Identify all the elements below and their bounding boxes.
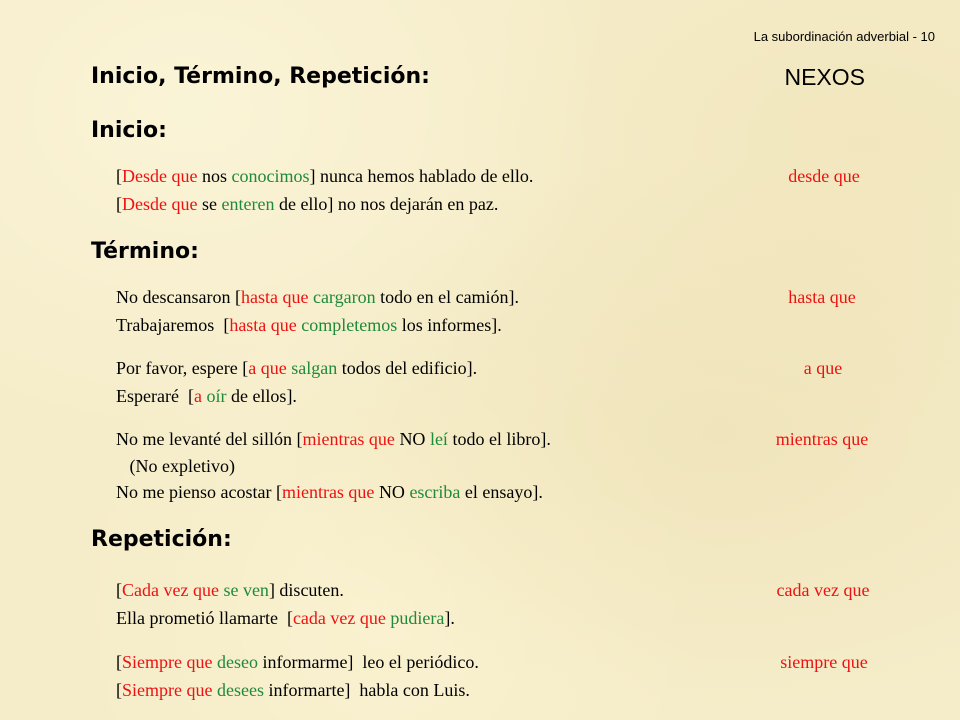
sentence-segment: cargaron <box>312 287 376 307</box>
sentence-segment: [ <box>116 680 122 700</box>
sentence-segment: [ <box>116 652 122 672</box>
slide-number: La subordinación adverbial - 10 <box>753 29 935 44</box>
sentence-segment: Por favor, espere [ <box>116 358 249 378</box>
sentence-segment: ]. <box>444 608 455 628</box>
example-sentence <box>116 680 470 704</box>
example-sentence <box>116 652 479 676</box>
sentence-segment: ] discuten. <box>268 580 344 600</box>
sentence-segment: Desde <box>122 166 167 186</box>
sentence-segment: los informes]. <box>397 315 502 335</box>
sentence-segment: completemos <box>301 315 398 335</box>
sentence-segment: pudiera <box>390 608 445 628</box>
sentence-segment: No me levanté del sillón [ <box>116 429 303 449</box>
sentence-segment: a <box>193 386 202 406</box>
page-title: Inicio, Término, Repetición: <box>91 64 430 89</box>
sentence-segment: Trabajaremos [ <box>116 315 230 335</box>
title-row <box>91 64 865 98</box>
sentence-segment: desees <box>216 680 264 700</box>
sentence-segment: (No expletivo) <box>116 456 235 476</box>
sentence-segment: que <box>171 194 198 214</box>
nexo-label: cada vez que <box>776 580 870 600</box>
sentence-segment: No descansaron [ <box>116 287 241 307</box>
sentence-segment: nos <box>197 166 232 186</box>
sentence-segment: NO <box>394 429 430 449</box>
sentence-segment: conocimos <box>231 166 310 186</box>
sentence-segment: No me pienso acostar [ <box>116 482 282 502</box>
example-sentence <box>116 429 551 453</box>
nexos-column-header: NEXOS <box>784 64 865 90</box>
sentence-segment: hasta que <box>229 315 297 335</box>
sentence-segment: se ven <box>223 580 269 600</box>
example-sentence <box>116 456 235 480</box>
example-sentence <box>116 358 477 382</box>
sentence-segment: Siempre que <box>122 680 213 700</box>
heading-termino: Término: <box>91 239 199 264</box>
example-sentence <box>116 315 502 339</box>
sentence-segment: enteren <box>221 194 275 214</box>
sentence-segment: leí <box>429 429 448 449</box>
sentence-segment: escriba <box>409 482 461 502</box>
sentence-segment: informarme] leo el periódico. <box>257 652 479 672</box>
nexo-label: hasta que <box>788 287 856 307</box>
nexo-label: a que <box>803 358 843 378</box>
example-sentence <box>116 386 297 410</box>
example-sentence <box>116 287 519 311</box>
nexo-label: desde que <box>788 166 860 186</box>
example-sentence <box>116 166 533 190</box>
sentence-segment: salgan <box>291 358 338 378</box>
sentence-segment: que <box>171 166 198 186</box>
sentence-segment: Esperaré [ <box>116 386 194 406</box>
sentence-segment: ] nunca hemos hablado de ello. <box>309 166 534 186</box>
sentence-segment: cada vez que <box>292 608 386 628</box>
example-sentence <box>116 580 344 604</box>
sentence-segment: [ <box>116 166 122 186</box>
sentence-segment: todo el libro]. <box>447 429 551 449</box>
sentence-segment: Siempre que <box>122 652 213 672</box>
example-sentence <box>116 608 455 632</box>
sentence-segment: hasta que <box>240 287 309 307</box>
sentence-segment: el ensayo]. <box>460 482 543 502</box>
sentence-segment: NO <box>374 482 410 502</box>
sentence-segment: a que <box>248 358 287 378</box>
nexo-label: mientras que <box>775 429 869 449</box>
sentence-segment: [ <box>116 580 122 600</box>
sentence-segment: todo en el camión]. <box>375 287 520 307</box>
heading-repeticion: Repetición: <box>91 527 232 552</box>
sentence-segment: Ella prometió llamarte [ <box>116 608 293 628</box>
example-sentence <box>116 482 543 506</box>
example-sentence <box>116 194 498 218</box>
sentence-segment: [ <box>116 194 122 214</box>
heading-inicio: Inicio: <box>91 118 167 143</box>
sentence-segment: Cada vez que <box>122 580 219 600</box>
sentence-segment: de ello] no nos dejarán en paz. <box>274 194 499 214</box>
sentence-segment: deseo <box>216 652 258 672</box>
sentence-segment: todos del edificio]. <box>337 358 478 378</box>
sentence-segment: informarte] habla con Luis. <box>263 680 470 700</box>
sentence-segment: oír <box>206 386 227 406</box>
nexo-label: siempre que <box>780 652 868 672</box>
sentence-segment: mientras que <box>281 482 375 502</box>
sentence-segment: mientras que <box>302 429 395 449</box>
sentence-segment: se <box>197 194 222 214</box>
sentence-segment: Desde <box>122 194 167 214</box>
sentence-segment: de ellos]. <box>226 386 297 406</box>
